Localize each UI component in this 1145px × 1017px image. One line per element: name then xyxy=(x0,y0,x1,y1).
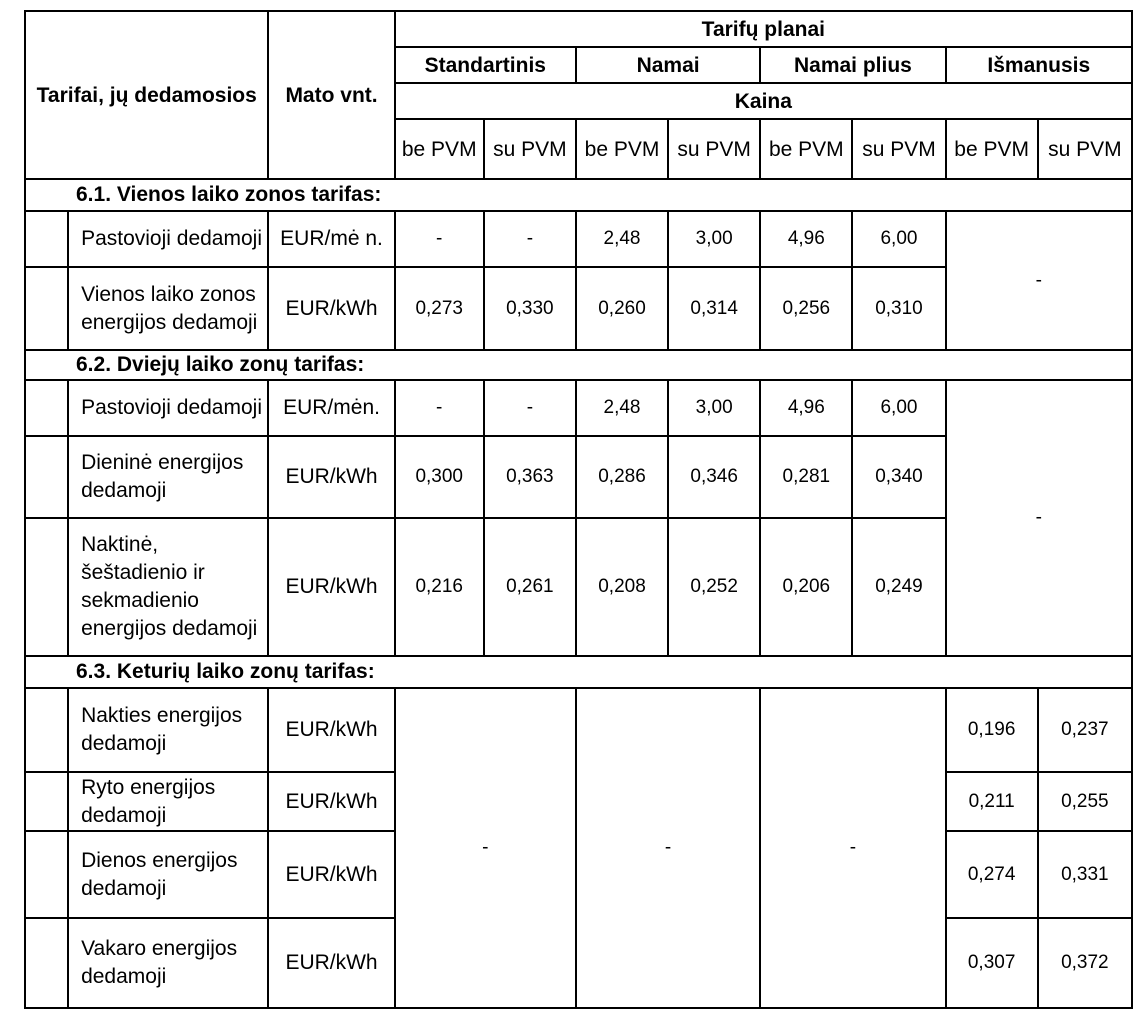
value-cell: 0,196 xyxy=(946,688,1038,772)
value-cell: 0,314 xyxy=(668,267,760,350)
vat-label: be PVM xyxy=(576,119,668,179)
standartinis-value-cell: - xyxy=(395,688,576,1008)
unit-cell: EUR/kWh xyxy=(268,772,394,831)
component-name: Nakties energijos dedamoji xyxy=(68,688,268,772)
table-row xyxy=(25,688,1132,772)
blank-cell xyxy=(25,267,68,350)
component-name: Pastovioji dedamoji xyxy=(68,380,268,436)
tariff-table xyxy=(24,10,1133,1009)
value-cell: 4,96 xyxy=(760,380,852,436)
plan-header-namai-plius: Namai plius xyxy=(760,47,945,83)
value-cell: 0,208 xyxy=(576,518,668,656)
namai-value-cell: - xyxy=(576,688,760,1008)
blank-cell xyxy=(25,211,68,267)
value-cell: 0,372 xyxy=(1038,918,1132,1008)
blank-cell xyxy=(25,436,68,518)
value-cell: - xyxy=(395,380,484,436)
value-cell: 3,00 xyxy=(668,380,760,436)
value-cell: 0,260 xyxy=(576,267,668,350)
value-cell: 2,48 xyxy=(576,380,668,436)
price-title: Kaina xyxy=(395,83,1132,119)
value-cell: 0,300 xyxy=(395,436,484,518)
value-cell: 0,331 xyxy=(1038,831,1132,918)
value-cell: 0,255 xyxy=(1038,772,1132,831)
value-cell: 6,00 xyxy=(852,380,945,436)
component-name: Vienos laiko zonos energijos dedamoji xyxy=(68,267,268,350)
value-cell: 0,310 xyxy=(852,267,945,350)
vat-label: su PVM xyxy=(668,119,760,179)
value-cell: 3,00 xyxy=(668,211,760,267)
column-header-tariffs: Tarifai, jų dedamosios xyxy=(25,11,268,179)
ismanusis-value-cell: - xyxy=(946,211,1132,350)
value-cell: 0,281 xyxy=(760,436,852,518)
vat-label: be PVM xyxy=(395,119,484,179)
value-cell: 0,330 xyxy=(484,267,576,350)
value-cell: 0,261 xyxy=(484,518,576,656)
value-cell: 0,340 xyxy=(852,436,945,518)
plans-title: Tarifų planai xyxy=(395,11,1132,47)
section-title: 6.3. Keturių laiko zonų tarifas: xyxy=(25,656,1132,688)
component-name: Ryto energijos dedamoji xyxy=(68,772,268,831)
unit-cell: EUR/kWh xyxy=(268,436,394,518)
unit-cell: EUR/kWh xyxy=(268,831,394,918)
ismanusis-value-cell: - xyxy=(946,380,1132,656)
value-cell: - xyxy=(484,211,576,267)
unit-cell: EUR/kWh xyxy=(268,688,394,772)
component-name: Dienos energijos dedamoji xyxy=(68,831,268,918)
namai-plius-value-cell: - xyxy=(760,688,945,1008)
blank-cell xyxy=(25,688,68,772)
value-cell: 0,249 xyxy=(852,518,945,656)
blank-cell xyxy=(25,831,68,918)
value-cell: 0,273 xyxy=(395,267,484,350)
tariff-table-frame xyxy=(24,10,1135,1009)
unit-cell: EUR/mėn. xyxy=(268,380,394,436)
unit-cell: EUR/mė n. xyxy=(268,211,394,267)
blank-cell xyxy=(25,772,68,831)
vat-label: su PVM xyxy=(484,119,576,179)
value-cell: 0,237 xyxy=(1038,688,1132,772)
section-title: 6.1. Vienos laiko zonos tarifas: xyxy=(25,179,1132,211)
vat-label: be PVM xyxy=(946,119,1038,179)
component-name: Naktinė, šeštadienio ir sekmadienio energijos dedamoji xyxy=(68,518,268,656)
value-cell: - xyxy=(484,380,576,436)
vat-label: be PVM xyxy=(760,119,852,179)
value-cell: 0,252 xyxy=(668,518,760,656)
value-cell: 0,363 xyxy=(484,436,576,518)
value-cell: 2,48 xyxy=(576,211,668,267)
plan-header-namai: Namai xyxy=(576,47,760,83)
value-cell: 6,00 xyxy=(852,211,945,267)
section-title: 6.2. Dviejų laiko zonų tarifas: xyxy=(25,350,1132,380)
column-header-unit: Mato vnt. xyxy=(268,11,394,179)
value-cell: 0,286 xyxy=(576,436,668,518)
component-name: Pastovioji dedamoji xyxy=(68,211,268,267)
value-cell: 0,307 xyxy=(946,918,1038,1008)
table-row xyxy=(25,380,1132,436)
blank-cell xyxy=(25,918,68,1008)
unit-cell: EUR/kWh xyxy=(268,267,394,350)
component-name: Vakaro energijos dedamoji xyxy=(68,918,268,1008)
table-row xyxy=(25,211,1132,267)
vat-label: su PVM xyxy=(852,119,945,179)
value-cell: 0,346 xyxy=(668,436,760,518)
vat-label: su PVM xyxy=(1038,119,1132,179)
blank-cell xyxy=(25,518,68,656)
value-cell: 0,256 xyxy=(760,267,852,350)
value-cell: - xyxy=(395,211,484,267)
value-cell: 0,274 xyxy=(946,831,1038,918)
unit-cell: EUR/kWh xyxy=(268,518,394,656)
plan-header-ismanusis: Išmanusis xyxy=(946,47,1132,83)
value-cell: 0,216 xyxy=(395,518,484,656)
value-cell: 4,96 xyxy=(760,211,852,267)
plan-header-standartinis: Standartinis xyxy=(395,47,576,83)
unit-cell: EUR/kWh xyxy=(268,918,394,1008)
value-cell: 0,206 xyxy=(760,518,852,656)
value-cell: 0,211 xyxy=(946,772,1038,831)
component-name: Dieninė energijos dedamoji xyxy=(68,436,268,518)
blank-cell xyxy=(25,380,68,436)
